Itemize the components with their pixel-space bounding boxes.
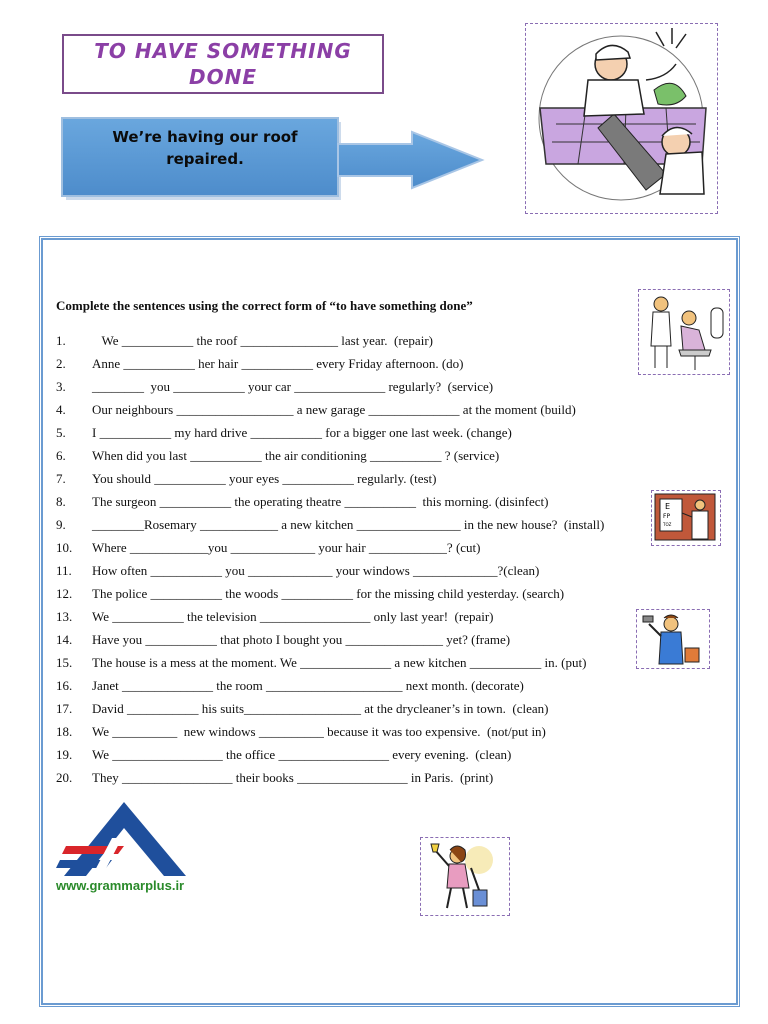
- exercise-number: 3.: [56, 379, 66, 394]
- exercise-text: David ___________ his suits__________________ at the drycleaner’s in town. (clean): [92, 701, 549, 716]
- exercise-text: They _________________ their books _________________ in Paris. (print): [92, 770, 494, 785]
- exercise-item: [56, 469, 656, 492]
- exercise-item: [56, 722, 656, 745]
- svg-text:E: E: [665, 502, 671, 511]
- exercise-item: [56, 561, 656, 584]
- exercise-item: [56, 699, 656, 722]
- exercise-item: [56, 607, 656, 630]
- exercise-item: [56, 377, 656, 400]
- exercise-number: 9.: [56, 517, 66, 532]
- exercise-number: 6.: [56, 448, 66, 463]
- exercise-text: Anne ___________ her hair ___________ every Friday afternoon. (do): [92, 356, 464, 371]
- svg-text:TOZ: TOZ: [663, 522, 672, 527]
- exercise-number: 11.: [56, 563, 72, 578]
- exercise-text: Janet ______________ the room _____________________ next month. (decorate): [92, 678, 524, 693]
- exercise-text: When did you last ___________ the air conditioning ___________ ? (service): [92, 448, 500, 463]
- exercise-item: [56, 653, 656, 676]
- exercise-text: How often ___________ you _____________ your windows _____________?(clean): [92, 563, 540, 578]
- exercise-number: 14.: [56, 632, 73, 647]
- hairdresser-illustration: [638, 289, 730, 375]
- exercise-item: [56, 584, 656, 607]
- exercise-list: [56, 331, 656, 791]
- exercise-text: You should ___________ your eyes ___________ regularly. (test): [92, 471, 437, 486]
- exercise-number: 8.: [56, 494, 66, 509]
- title-box: [62, 34, 384, 94]
- exercise-text: We __________ new windows __________ because it was too expensive. (not/put in): [92, 724, 546, 739]
- exercise-text: Our neighbours __________________ a new garage ______________ at the moment (build): [92, 402, 576, 417]
- example-arrow: [60, 116, 490, 202]
- exercise-text: Have you ___________ that photo I bought you _______________ yet? (frame): [92, 632, 511, 647]
- svg-text:FP: FP: [663, 513, 671, 520]
- cleaning-woman-illustration: [420, 837, 510, 916]
- exercise-number: 1.: [56, 333, 66, 348]
- exercise-text: We ___________ the television _________________ only last year! (repair): [92, 609, 494, 624]
- exercise-number: 20.: [56, 770, 73, 785]
- exercise-text: ________Rosemary ____________ a new kitchen ________________ in the new house? (install): [92, 517, 605, 532]
- window-cleaner-illustration: [636, 609, 710, 669]
- exercise-text: We ___________ the roof _______________ last year. (repair): [92, 333, 433, 348]
- exercise-item: [56, 331, 656, 354]
- exercise-text: We _________________ the office _________________ every evening. (clean): [92, 747, 512, 762]
- website-url[interactable]: www.grammarplus.ir: [56, 878, 185, 893]
- exercise-item: [56, 423, 656, 446]
- exercise-text: ________ you ___________ your car ______________ regularly? (service): [92, 379, 494, 394]
- exercise-text: I ___________ my hard drive ___________ for a bigger one last week. (change): [92, 425, 512, 440]
- exercise-number: 15.: [56, 655, 73, 670]
- exercise-number: 5.: [56, 425, 66, 440]
- exercise-item: [56, 745, 656, 768]
- exercise-item: [56, 630, 656, 653]
- eye-test-illustration: [651, 490, 721, 546]
- exercise-item: [56, 676, 656, 699]
- page-title: [93, 38, 353, 90]
- exercise-item: [56, 515, 656, 538]
- exercise-item: [56, 538, 656, 561]
- exercise-item: [56, 446, 656, 469]
- exercise-number: 4.: [56, 402, 66, 417]
- exercise-item: [56, 492, 656, 515]
- exercise-number: 12.: [56, 586, 73, 601]
- roof-repair-illustration: [525, 23, 718, 214]
- instruction-text: Complete the sentences using the correct form of “to have something done”: [56, 298, 473, 313]
- exercise-text: The police ___________ the woods ___________ for the missing child yesterday. (search): [92, 586, 565, 601]
- exercise-text: The surgeon ___________ the operating theatre ___________ this morning. (disinfect): [92, 494, 549, 509]
- exercise-number: 13.: [56, 609, 73, 624]
- example-line-2: repaired.: [166, 150, 244, 168]
- exercise-number: 10.: [56, 540, 73, 555]
- exercise-text: The house is a mess at the moment. We ______________ a new kitchen ___________ in. (put): [92, 655, 587, 670]
- exercise-item: [56, 354, 656, 377]
- exercise-number: 7.: [56, 471, 66, 486]
- title-line-1: TO HAVE SOMETHING: [94, 39, 352, 63]
- exercise-number: 16.: [56, 678, 73, 693]
- title-line-2: DONE: [188, 65, 257, 89]
- exercise-number: 17.: [56, 701, 73, 716]
- exercise-text: Where ____________you _____________ your hair ____________? (cut): [92, 540, 481, 555]
- exercise-item: [56, 400, 656, 423]
- exercise-number: 19.: [56, 747, 73, 762]
- exercise-item: [56, 768, 656, 791]
- example-line-1: We’re having our roof: [112, 128, 298, 146]
- exercise-number: 2.: [56, 356, 66, 371]
- exercise-number: 18.: [56, 724, 73, 739]
- example-sentence: [70, 126, 340, 170]
